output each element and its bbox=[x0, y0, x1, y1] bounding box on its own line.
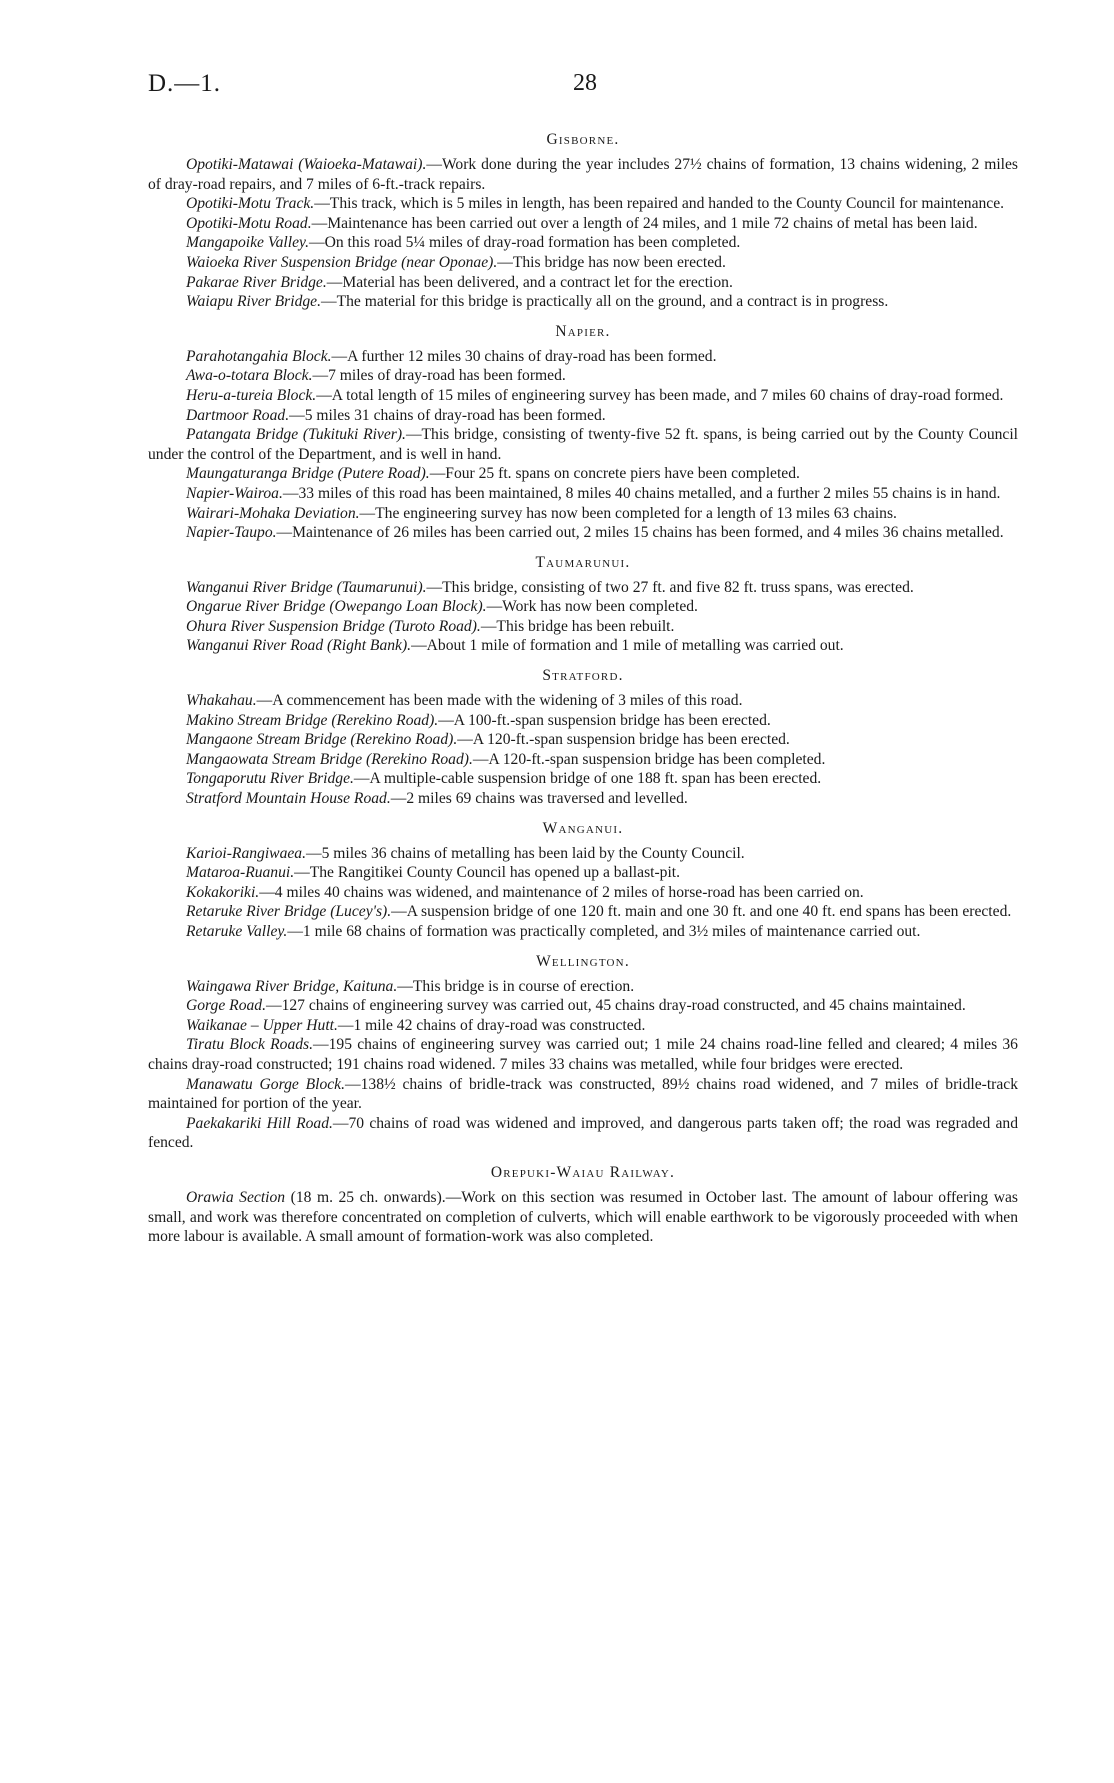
entry-title: Mangaone Stream Bridge (Rerekino Road). bbox=[186, 731, 458, 749]
entry-title: Opotiki-Motu Track. bbox=[186, 195, 315, 213]
section-heading: Gisborne. bbox=[546, 131, 620, 148]
section-heading: Taumarunui. bbox=[535, 553, 631, 571]
entry-text: —The Rangitikei County Council has opened up a ballast-pit. bbox=[294, 864, 681, 882]
entry-title: Mangaowata Stream Bridge (Rerekino Road). bbox=[186, 750, 473, 768]
entry-paragraph bbox=[148, 1035, 1018, 1074]
entry-text: —A 120-ft.-span suspension bridge has been completed. bbox=[472, 750, 826, 768]
entry-title: Mangapoike Valley. bbox=[186, 234, 309, 252]
entry-title: Heru-a-tureia Block. bbox=[186, 386, 317, 404]
entry-paragraph bbox=[148, 617, 1018, 637]
entry-text: —This bridge, consisting of two 27 ft. and five 82 ft. truss spans, was erected. bbox=[426, 578, 914, 596]
entry-title: Retaruke River Bridge (Lucey's). bbox=[186, 903, 392, 921]
entry-text: —The material for this bridge is practically all on the ground, and a contract is in progress. bbox=[320, 293, 889, 311]
entry-title: Stratford Mountain House Road. bbox=[186, 790, 391, 808]
entry-title: Tiratu Block Roads. bbox=[186, 1036, 314, 1054]
entry-paragraph bbox=[148, 1016, 1018, 1036]
entry-paragraph bbox=[148, 523, 1018, 543]
entry-text: —About 1 mile of formation and 1 mile of metalling was carried out. bbox=[411, 637, 844, 655]
entry-paragraph bbox=[148, 922, 1018, 942]
entry-text: —Maintenance has been carried out over a length of 24 miles, and 1 mile 72 chains of metal has been laid. bbox=[311, 214, 978, 232]
entry-paragraph bbox=[148, 863, 1018, 883]
document-reference: D.—1. bbox=[148, 70, 222, 97]
entry-text: —This track, which is 5 miles in length, has been repaired and handed to the County Council for maintenance. bbox=[314, 195, 1005, 213]
entry-paragraph bbox=[148, 597, 1018, 617]
entry-title: Mataroa-Ruanui. bbox=[186, 864, 295, 882]
entry-title: Gorge Road. bbox=[186, 997, 266, 1015]
entry-title: Pakarae River Bridge. bbox=[186, 273, 327, 291]
entry-paragraph bbox=[148, 789, 1018, 809]
entry-text: —Maintenance of 26 miles has been carried out, 2 miles 15 chains has been formed, and 4 miles 36 chains metalled. bbox=[276, 524, 1004, 542]
section-heading: Napier. bbox=[555, 322, 611, 340]
entry-paragraph bbox=[148, 406, 1018, 426]
entry-paragraph bbox=[148, 750, 1018, 770]
entry-text: —1 mile 68 chains of formation was practically completed, and 3½ miles of maintenance carried out. bbox=[287, 923, 921, 940]
entry-text: —Material has been delivered, and a contract let for the erection. bbox=[326, 273, 733, 291]
entry-text: —Work done during the year includes 27½ chains of formation, 13 chains widening, 2 miles of dray-road repairs, and 7 miles of 6-ft.-track repairs. bbox=[148, 156, 1018, 193]
entry-title: Wairari-Mohaka Deviation. bbox=[186, 504, 360, 522]
entry-title: Ongarue River Bridge (Owepango Loan Block). bbox=[186, 598, 487, 616]
entry-paragraph bbox=[148, 977, 1018, 997]
section-heading: Wellington. bbox=[536, 952, 630, 970]
entry-text: —Four 25 ft. spans on concrete piers have been completed. bbox=[429, 465, 800, 483]
entry-text: —70 chains of road was widened and improved, and dangerous parts taken off; the road was regraded and fenced. bbox=[148, 1114, 1018, 1152]
entry-title: Opotiki-Matawai (Waioeka-Matawai). bbox=[186, 156, 427, 173]
entry-paragraph bbox=[148, 214, 1018, 234]
entry-paragraph bbox=[148, 504, 1018, 524]
entry-text: —A further 12 miles 30 chains of dray-road has been formed. bbox=[331, 347, 717, 365]
entry-paragraph bbox=[148, 769, 1018, 789]
page-number: 28 bbox=[573, 70, 597, 96]
entry-title: Waikanae – Upper Hutt. bbox=[186, 1016, 338, 1034]
entry-title: Napier-Wairoa. bbox=[186, 484, 283, 502]
entry-text: —This bridge is in course of erection. bbox=[397, 977, 635, 995]
entry-text: —This bridge, consisting of twenty-five 52 ft. spans, is being carried out by the County Council under the control of the Department, and is well in hand. bbox=[148, 426, 1018, 463]
entry-title: Waingawa River Bridge, Kaituna. bbox=[186, 977, 398, 995]
entry-title: Retaruke Valley. bbox=[186, 923, 288, 940]
entry-paragraph bbox=[148, 1075, 1018, 1114]
entry-title: Makino Stream Bridge (Rerekino Road). bbox=[186, 711, 439, 729]
entry-title: Patangata Bridge (Tukituki River). bbox=[186, 426, 406, 444]
section-wellington bbox=[148, 952, 1018, 1153]
entry-text: —1 mile 42 chains of dray-road was constructed. bbox=[337, 1016, 646, 1034]
entry-paragraph bbox=[148, 347, 1018, 367]
entry-paragraph bbox=[148, 366, 1018, 386]
entry-title: Orawia Section bbox=[186, 1188, 286, 1206]
entry-title: Dartmoor Road. bbox=[186, 406, 290, 424]
entry-text: —5 miles 36 chains of metalling has been laid by the County Council. bbox=[305, 844, 745, 862]
section-taumarunui bbox=[148, 553, 1018, 656]
section-gisborne bbox=[148, 130, 1018, 312]
entry-paragraph bbox=[148, 464, 1018, 484]
entry-paragraph bbox=[148, 844, 1018, 864]
entry-title: Ohura River Suspension Bridge (Turoto Road). bbox=[186, 617, 481, 635]
entry-title: Manawatu Gorge Block. bbox=[186, 1075, 345, 1093]
entry-text: —Work has now been completed. bbox=[486, 598, 698, 616]
entry-text: —138½ chains of bridle-track was constructed, 89½ chains road widened, and 7 miles of bridle-track maintained for portion of the year. bbox=[148, 1075, 1019, 1113]
entry-paragraph bbox=[148, 273, 1018, 293]
entry-paragraph bbox=[148, 902, 1018, 922]
entry-paragraph bbox=[148, 578, 1018, 598]
section-stratford bbox=[148, 666, 1018, 809]
entry-title: Wanganui River Bridge (Taumarunui). bbox=[186, 578, 427, 596]
entry-paragraph bbox=[148, 155, 1018, 194]
entry-title: Waioeka River Suspension Bridge (near Oponae). bbox=[186, 253, 498, 271]
entry-title: Opotiki-Motu Road. bbox=[186, 214, 312, 232]
entry-title: Kokakoriki. bbox=[186, 883, 260, 901]
entry-title: Tongaporutu River Bridge. bbox=[186, 770, 354, 788]
entry-paragraph bbox=[148, 194, 1018, 214]
entry-text: —4 miles 40 chains was widened, and maintenance of 2 miles of horse-road has been carried on. bbox=[259, 883, 864, 901]
entry-paragraph bbox=[148, 730, 1018, 750]
entry-paragraph bbox=[148, 636, 1018, 656]
entry-text: —A suspension bridge of one 120 ft. main and one 30 ft. and one 40 ft. end spans has been erected. bbox=[391, 903, 1012, 921]
entry-text: —This bridge has been rebuilt. bbox=[480, 617, 675, 635]
entry-text: (18 m. 25 ch. onwards).—Work on this section was resumed in October last. The amount of labour offering was small, and work was therefore concentrated on completion of culverts, which will enable earthwork to be vigorously proceeded with when more labour is available. A small amount of formation-work was also completed. bbox=[148, 1188, 1018, 1246]
entry-title: Paekakariki Hill Road. bbox=[186, 1114, 333, 1132]
entry-paragraph bbox=[148, 711, 1018, 731]
entry-text: —The engineering survey has now been completed for a length of 13 miles 63 chains. bbox=[359, 504, 897, 522]
entry-title: Waiapu River Bridge. bbox=[186, 293, 321, 311]
entry-title: Awa-o-totara Block. bbox=[186, 367, 313, 385]
page-header bbox=[148, 70, 1018, 100]
entry-paragraph bbox=[148, 386, 1018, 406]
entry-paragraph bbox=[148, 691, 1018, 711]
entry-text: —On this road 5¼ miles of dray-road formation has been completed. bbox=[308, 234, 741, 252]
entry-paragraph bbox=[148, 996, 1018, 1016]
entry-paragraph bbox=[148, 233, 1018, 253]
entry-text: —5 miles 31 chains of dray-road has been formed. bbox=[289, 406, 606, 424]
entry-title: Parahotangahia Block. bbox=[186, 347, 332, 365]
entry-title: Napier-Taupo. bbox=[186, 524, 277, 542]
entry-title: Whakahau. bbox=[186, 692, 257, 710]
entry-text: —A total length of 15 miles of engineering survey has been made, and 7 miles 60 chains of dray-road formed. bbox=[316, 386, 1004, 404]
entry-paragraph bbox=[148, 292, 1018, 312]
entry-text: —A commencement has been made with the widening of 3 miles of this road. bbox=[256, 692, 743, 710]
entry-paragraph bbox=[148, 1114, 1018, 1153]
entry-text: —A multiple-cable suspension bridge of one 188 ft. span has been erected. bbox=[353, 770, 822, 788]
section-heading: Stratford. bbox=[542, 667, 624, 685]
section-orepuki-waiau-railway bbox=[148, 1163, 1018, 1247]
entry-text: —7 miles of dray-road has been formed. bbox=[312, 367, 566, 385]
entry-paragraph bbox=[148, 1188, 1018, 1247]
section-heading: Wanganui. bbox=[542, 819, 624, 837]
entry-text: —127 chains of engineering survey was carried out, 45 chains dray-road constructed, and 45 chains maintained. bbox=[265, 997, 966, 1015]
entry-text: —This bridge has now been erected. bbox=[497, 253, 726, 271]
page-content bbox=[148, 128, 1018, 1257]
entry-title: Karioi-Rangiwaea. bbox=[186, 844, 306, 862]
entry-text: —A 100-ft.-span suspension bridge has been erected. bbox=[438, 711, 771, 729]
section-heading: Orepuki-Waiau Railway. bbox=[490, 1163, 676, 1181]
entry-paragraph bbox=[148, 253, 1018, 273]
entry-text: —33 miles of this road has been maintained, 8 miles 40 chains metalled, and a further 2 miles 55 chains is in hand. bbox=[282, 484, 1001, 502]
entry-text: —2 miles 69 chains was traversed and levelled. bbox=[390, 790, 688, 808]
entry-title: Wanganui River Road (Right Bank). bbox=[186, 637, 412, 655]
section-wanganui bbox=[148, 819, 1018, 942]
entry-paragraph bbox=[148, 484, 1018, 504]
section-napier bbox=[148, 322, 1018, 543]
entry-text: —A 120-ft.-span suspension bridge has been erected. bbox=[457, 731, 790, 749]
entry-text: —195 chains of engineering survey was carried out; 1 mile 24 chains road-line felled and cleared; 4 miles 36 chains dray-road constructed; 191 chains road widened. 7 miles 33 chains was metalled, while four bridges were erected. bbox=[148, 1036, 1018, 1073]
entry-paragraph bbox=[148, 883, 1018, 903]
entry-title: Maungaturanga Bridge (Putere Road). bbox=[186, 465, 430, 483]
entry-paragraph bbox=[148, 425, 1018, 464]
